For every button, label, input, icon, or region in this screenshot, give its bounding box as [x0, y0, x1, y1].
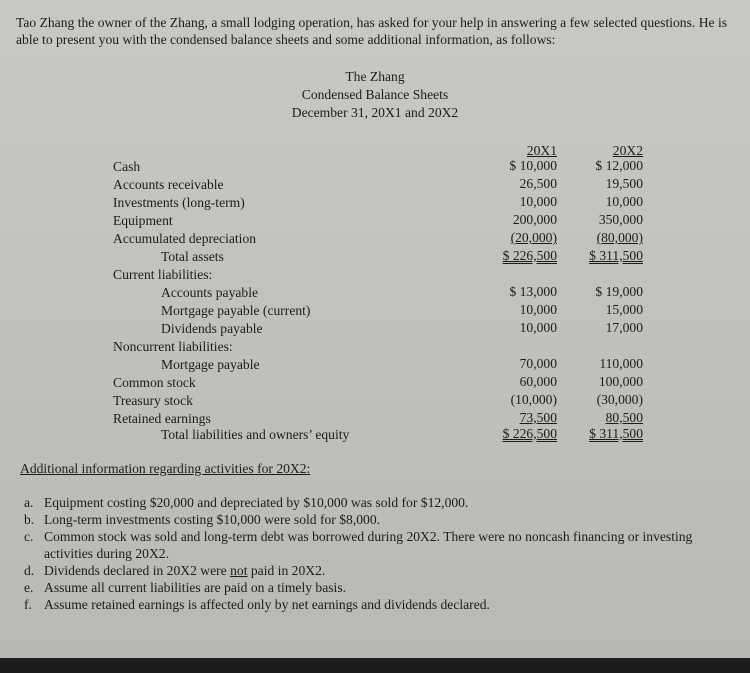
value-equipment-20x2: 350,000	[598, 212, 643, 227]
value-dividends-20x2: 17,000	[605, 320, 643, 335]
row-label-accumulated-depreciation: Accumulated depreciation	[113, 231, 257, 246]
value-treasury-20x1: (10,000)	[510, 392, 557, 407]
row-label-accounts-receivable: Accounts receivable	[113, 177, 224, 192]
list-item	[24, 579, 724, 596]
row-label-noncurrent-liabilities: Noncurrent liabilities:	[113, 339, 233, 354]
additional-info-list	[24, 494, 724, 613]
value-ap-20x1: $ 13,000	[509, 284, 557, 299]
list-item	[24, 596, 724, 613]
list-item-text: Common stock was sold and long-term debt was borrowed during 20X2. There were no noncash financing or investing activities during 20X2.	[44, 529, 693, 561]
row-label-total-assets: Total assets	[161, 249, 224, 264]
list-item-marker: f.	[24, 597, 32, 612]
value-accum-dep-20x2: (80,000)	[596, 230, 643, 245]
bottom-edge-shadow	[0, 658, 750, 673]
list-item-text	[44, 562, 724, 579]
row-label-cash: Cash	[113, 159, 141, 174]
row-label-accounts-payable: Accounts payable	[161, 285, 259, 300]
value-investments-20x2: 10,000	[605, 194, 643, 209]
value-equipment-20x1: 200,000	[512, 212, 557, 227]
value-total-le-20x1: $ 226,500	[502, 426, 557, 441]
value-mortgage-current-20x1: 10,000	[519, 302, 557, 317]
row-label-common-stock: Common stock	[113, 375, 196, 390]
value-cash-20x1: $ 10,000	[509, 158, 557, 173]
list-item-marker: b.	[24, 512, 35, 527]
value-accum-dep-20x1: (20,000)	[510, 230, 557, 245]
intro-paragraph: Tao Zhang the owner of the Zhang, a small lodging operation, has asked for your help in answering a few selected questions. He is able to present you with the condensed balance sheets and some additional information, as follows:	[16, 15, 728, 47]
row-label-total-liabilities-equity: Total liabilities and owners’ equity	[161, 427, 350, 442]
list-item	[24, 562, 724, 579]
row-label-mortgage-payable: Mortgage payable	[161, 357, 260, 372]
value-ar-20x2: 19,500	[605, 176, 643, 191]
list-item-marker: c.	[24, 529, 34, 544]
list-item-text: Assume retained earnings is affected only by net earnings and dividends declared.	[44, 597, 490, 612]
value-common-stock-20x1: 60,000	[519, 374, 557, 389]
list-item	[24, 511, 724, 528]
row-label-retained-earnings: Retained earnings	[113, 411, 211, 426]
value-cash-20x2: $ 12,000	[595, 158, 643, 173]
statement-title: Condensed Balance Sheets	[301, 87, 449, 102]
value-ar-20x1: 26,500	[519, 176, 557, 191]
value-total-le-20x2: $ 311,500	[589, 426, 643, 441]
row-label-mortgage-current: Mortgage payable (current)	[161, 303, 311, 318]
row-label-investments: Investments (long-term)	[113, 195, 245, 210]
emphasis-not: not	[230, 563, 248, 578]
list-item-text-part: Dividends declared in 20X2 were	[44, 563, 231, 578]
list-item-text: Assume all current liabilities are paid on a timely basis.	[44, 580, 347, 595]
row-label-treasury-stock: Treasury stock	[113, 393, 193, 408]
value-retained-20x2: 80,500	[605, 410, 643, 425]
value-dividends-20x1: 10,000	[519, 320, 557, 335]
value-mortgage-current-20x2: 15,000	[605, 302, 643, 317]
value-retained-20x1: 73,500	[519, 410, 557, 425]
value-total-assets-20x2: $ 311,500	[589, 248, 643, 263]
additional-info-heading: Additional information regarding activities for 20X2:	[20, 461, 311, 476]
column-header-20x1: 20X1	[526, 143, 557, 158]
list-item-marker: a.	[24, 495, 34, 510]
row-label-current-liabilities: Current liabilities:	[113, 267, 213, 282]
list-item-text-part: paid in 20X2.	[247, 563, 326, 578]
value-treasury-20x2: (30,000)	[596, 392, 643, 407]
row-label-equipment: Equipment	[113, 213, 173, 228]
statement-company: The Zhang	[345, 69, 405, 84]
list-item-text: Equipment costing $20,000 and depreciated by $10,000 was sold for $12,000.	[44, 495, 469, 510]
row-label-dividends-payable: Dividends payable	[161, 321, 263, 336]
value-investments-20x1: 10,000	[519, 194, 557, 209]
value-total-assets-20x1: $ 226,500	[502, 248, 557, 263]
list-item-marker: d.	[24, 563, 35, 578]
value-ap-20x2: $ 19,000	[595, 284, 643, 299]
value-mortgage-20x2: 110,000	[599, 356, 643, 371]
list-item	[24, 494, 724, 511]
list-item	[24, 528, 724, 562]
list-item-text: Long-term investments costing $10,000 were sold for $8,000.	[44, 512, 381, 527]
list-item-marker: e.	[24, 580, 34, 595]
column-header-20x2: 20X2	[612, 143, 643, 158]
value-common-stock-20x2: 100,000	[598, 374, 643, 389]
value-mortgage-20x1: 70,000	[519, 356, 557, 371]
statement-date: December 31, 20X1 and 20X2	[291, 105, 459, 120]
